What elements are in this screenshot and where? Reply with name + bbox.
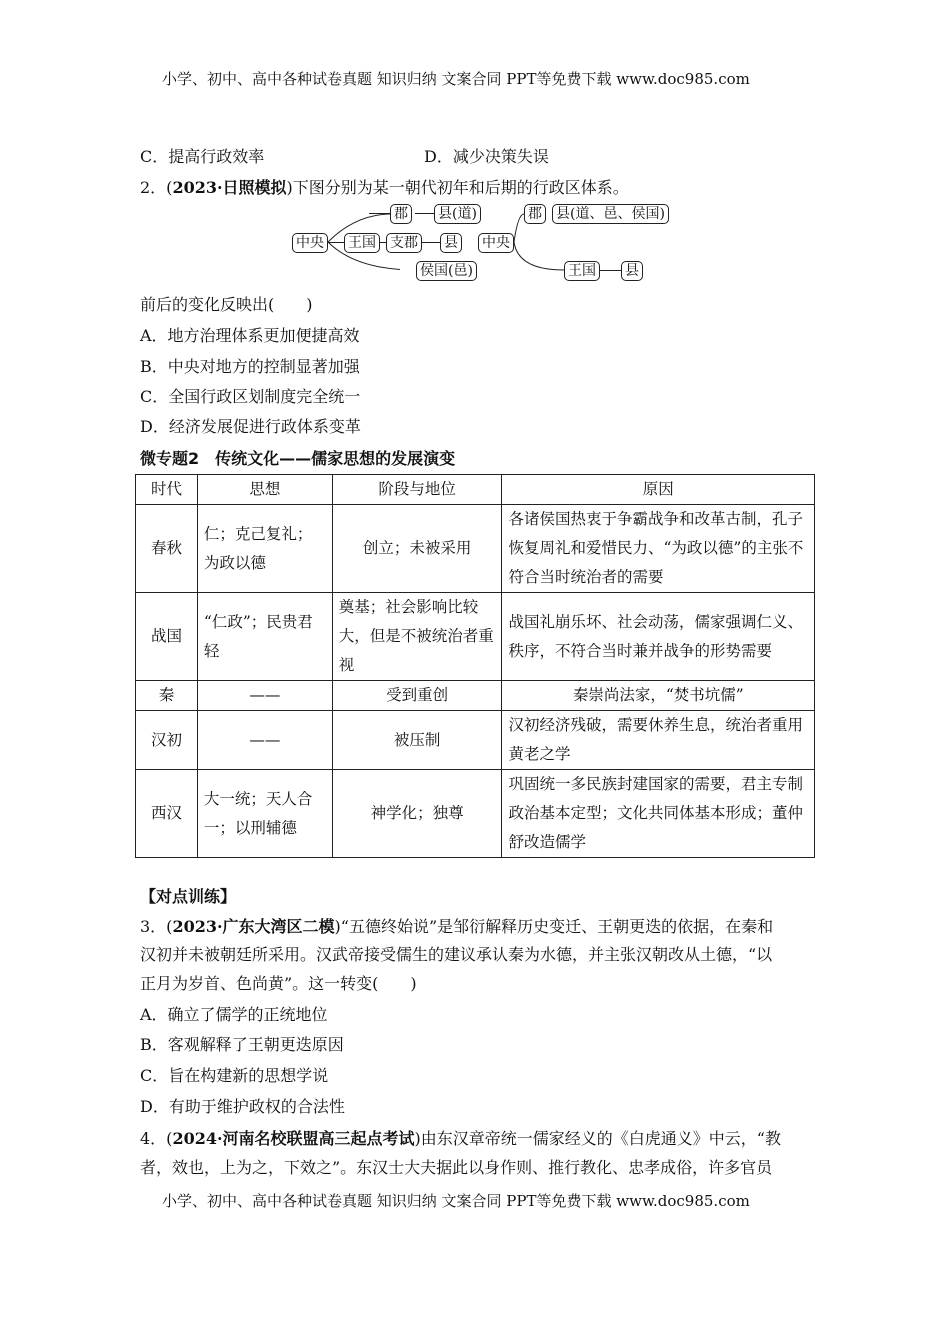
diagram-right-wangguo: 王国 (564, 261, 600, 281)
q3-text-1: )“五德终始说”是邹衍解释历史变迁、王朝更迭的依据，在秦和 (334, 917, 774, 936)
diagram-left-xian-dao: 县(道) (434, 204, 481, 224)
q2-option-c: C．全国行政区划制度完全统一 (140, 387, 361, 406)
diagram-left-wangguo: 王国 (344, 233, 380, 253)
cell-thought: “仁政”；民贵君轻 (197, 593, 332, 681)
cell-status: 受到重创 (332, 681, 502, 711)
table-row (136, 505, 815, 593)
table-header-row (136, 475, 815, 505)
page-footer: 小学、初中、高中各种试卷真题 知识归纳 文案合同 PPT等免费下载 www.doc985.com (162, 1192, 750, 1210)
q3-source: 2023·广东大湾区二模 (172, 917, 335, 936)
cell-reason: 各诸侯国热衷于争霸战争和改革古制，孔子恢复周礼和爱惜民力、“为政以德”的主张不符合当时统治者的需要 (502, 505, 815, 593)
topic-title: 微专题2 传统文化——儒家思想的发展演变 (140, 449, 456, 468)
q2-option-b: B．中央对地方的控制显著加强 (140, 357, 360, 376)
q4-text-1: )由东汉章帝统一儒家经义的《白虎通义》中云，“教 (414, 1129, 781, 1148)
connector (369, 213, 390, 214)
col-header-era: 时代 (136, 475, 198, 505)
cell-era: 秦 (136, 681, 198, 711)
table-row (136, 711, 815, 770)
q3-stem-line-3: 正月为岁首、色尚黄”。这一转变( ) (140, 974, 417, 993)
col-header-reason: 原因 (502, 475, 815, 505)
q3-stem-line-1 (140, 914, 773, 937)
diagram-left-zhijun: 支郡 (386, 233, 422, 253)
cell-thought: 大一统；天人合一；以刑辅德 (197, 770, 332, 858)
q1-option-c: C．提高行政效率 (140, 147, 265, 166)
cell-reason: 汉初经济残破，需要休养生息，统治者重用黄老之学 (502, 711, 815, 770)
table-row (136, 770, 815, 858)
cell-era: 战国 (136, 593, 198, 681)
q4-stem-line-1 (140, 1126, 781, 1149)
q4-number: 4．( (140, 1129, 173, 1148)
table-row (136, 593, 815, 681)
q3-option-d: D．有助于维护政权的合法性 (140, 1097, 345, 1116)
cell-thought: —— (197, 711, 332, 770)
cell-status: 创立；未被采用 (332, 505, 502, 593)
training-title: 【对点训练】 (140, 887, 237, 906)
col-header-thought: 思想 (197, 475, 332, 505)
diagram-right-xian: 县(道、邑、侯国) (552, 204, 669, 224)
q3-option-b: B．客观解释了王朝更迭原因 (140, 1035, 344, 1054)
q2-number: 2．( (140, 178, 173, 197)
cell-status: 被压制 (332, 711, 502, 770)
cell-era: 春秋 (136, 505, 198, 593)
cell-reason: 秦崇尚法家，“焚书坑儒” (502, 681, 815, 711)
diagram-left-xian: 县 (440, 233, 462, 253)
admin-diagram (0, 0, 950, 300)
q2-option-d: D．经济发展促进行政体系变革 (140, 417, 361, 436)
q4-stem-line-2: 者，效也，上为之，下效之”。东汉士大夫据此以身作则、推行教化、忠孝成俗，许多官员 (140, 1158, 773, 1177)
q2-option-a: A．地方治理体系更加便捷高效 (140, 326, 360, 345)
cell-status: 神学化；独尊 (332, 770, 502, 858)
q1-option-d: D．减少决策失误 (424, 147, 549, 166)
diagram-left-houguo: 侯国(邑) (416, 261, 477, 281)
cell-reason: 战国礼崩乐坏、社会动荡，儒家强调仁义、秩序，不符合当时兼并战争的形势需要 (502, 593, 815, 681)
q4-source: 2024·河南名校联盟高三起点考试 (172, 1129, 415, 1148)
q2-question: 前后的变化反映出( ) (140, 295, 313, 314)
q3-number: 3．( (140, 917, 173, 936)
q2-source: 2023·日照模拟 (172, 178, 287, 197)
cell-era: 汉初 (136, 711, 198, 770)
page-header: 小学、初中、高中各种试卷真题 知识归纳 文案合同 PPT等免费下载 www.doc985.com (162, 70, 750, 88)
q3-option-c: C．旨在构建新的思想学说 (140, 1066, 329, 1085)
q2-stem-text: )下图分别为某一朝代初年和后期的行政区体系。 (286, 178, 629, 197)
cell-thought: 仁；克己复礼；为政以德 (197, 505, 332, 593)
cell-era: 西汉 (136, 770, 198, 858)
cell-thought: —— (197, 681, 332, 711)
q3-option-a: A．确立了儒学的正统地位 (140, 1005, 328, 1024)
diagram-left-jun: 郡 (390, 204, 412, 224)
diagram-left-center: 中央 (292, 233, 328, 253)
connector (415, 213, 435, 214)
cell-reason: 巩固统一多民族封建国家的需要，君主专制政治基本定型；文化共同体基本形成；董仲舒改造儒学 (502, 770, 815, 858)
diagram-right-center: 中央 (478, 233, 514, 253)
connector (597, 270, 621, 271)
confucianism-table (135, 474, 815, 858)
connector (420, 242, 440, 243)
diagram-right-jun: 郡 (524, 204, 546, 224)
col-header-status: 阶段与地位 (332, 475, 502, 505)
table-row (136, 681, 815, 711)
diagram-right-xian-final: 县 (621, 261, 643, 281)
cell-status: 奠基；社会影响比较大，但是不被统治者重视 (332, 593, 502, 681)
q3-stem-line-2: 汉初并未被朝廷所采用。汉武帝接受儒生的建议承认秦为水德，并主张汉朝改从土德，“以 (140, 945, 773, 964)
